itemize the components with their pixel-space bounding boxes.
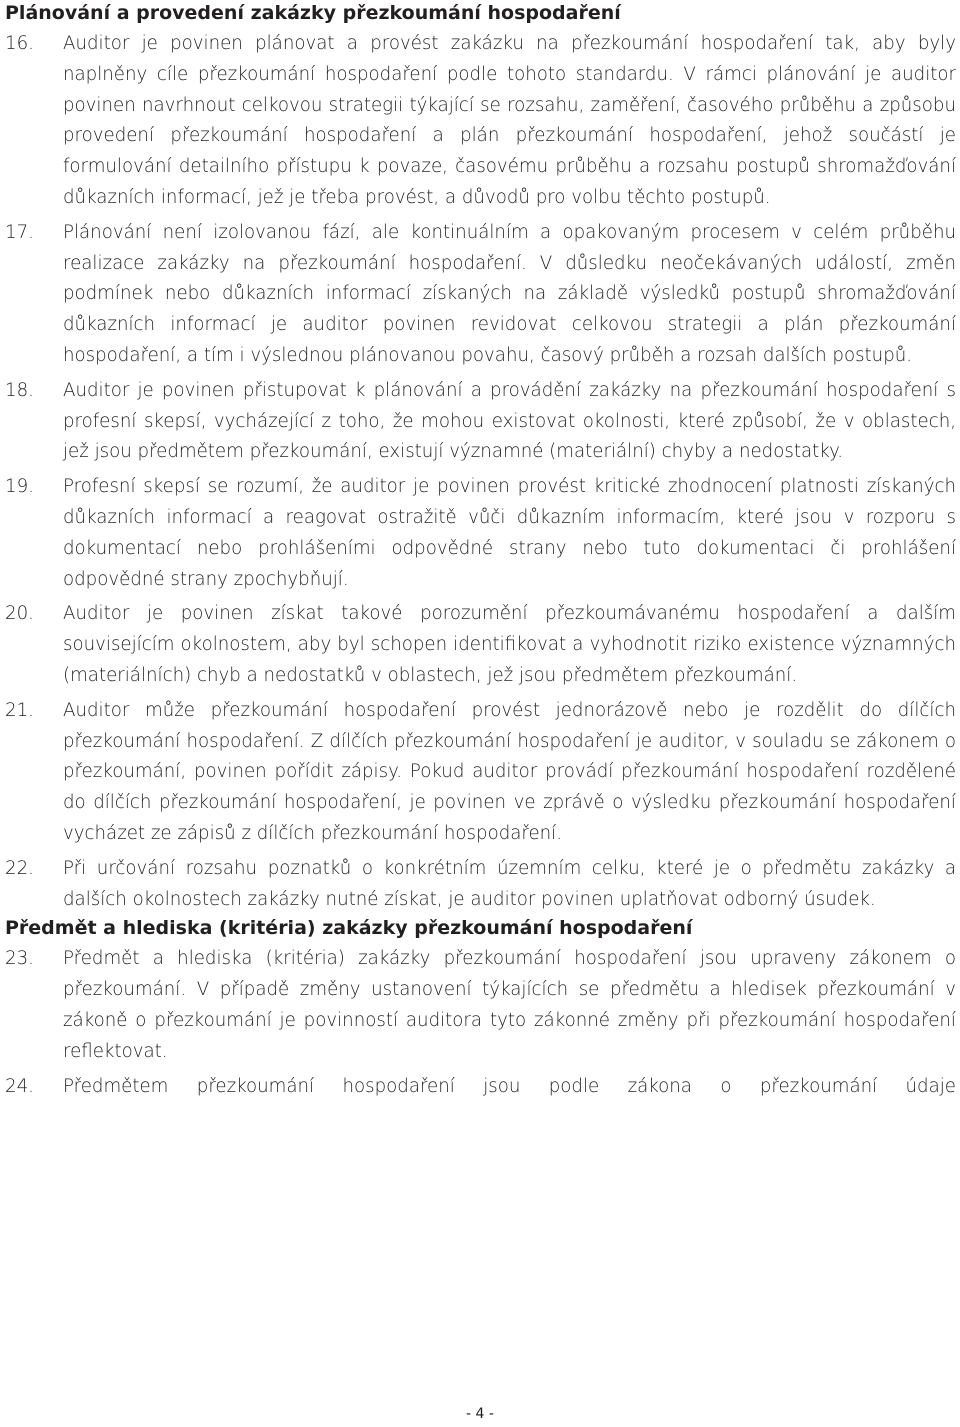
- page-number: - 4 -: [466, 1406, 494, 1422]
- paragraph-text: Předmět a hlediska (kritéria) zakázky přezkoumání hospodaření jsou upraveny zákonem o přezkoumání. V případě změny ustanovení týkajících se předmětu a hledisek přezkoumání v zákoně o přezkoumání je povinností auditora tyto zákonné změny při přezkoumání hospodaření reflektovat.: [63, 948, 956, 1062]
- paragraph-text: Auditor je povinen plánovat a provést zakázku na přezkoumání hospodaření tak, aby byly naplněny cíle přezkoumání hospodaření podle tohoto standardu. V rámci plánování je auditor povinen navrhnout celkovou strategii týkající se rozsahu, zaměření, časového průběhu a způsobu provedení přezkoumání hospodaření a plán přezkoumání hospodaření, jehož součástí je formulování detailního přístupu k povaze, časovému průběhu a rozsahu postupů shromažďování důkazních informací, jež je třeba provést, a důvodů pro volbu těchto postupů.: [63, 33, 956, 208]
- paragraph-number: 18.: [5, 379, 34, 401]
- paragraph-text: Předmětem přezkoumání hospodaření jsou podle zákona o přezkoumání údaje: [63, 1075, 956, 1097]
- section-heading-subject-criteria: Předmět a hlediska (kritéria) zakázky přezkoumání hospodaření: [5, 917, 693, 940]
- paragraph-text: Auditor je povinen získat takové porozumění přezkoumávanému hospodaření a dalším souvisejícím okolnostem, aby byl schopen identifikovat a vyhodnotit riziko existence významných (materiálních) chyb a nedostatků v oblastech, jež jsou předmětem přezkoumání.: [63, 603, 956, 686]
- paragraph-text: Profesní skepsí se rozumí, že auditor je povinen provést kritické zhodnocení platnosti získaných důkazních informací a reagovat ostražitě vůči důkazním informacím, které jsou v rozporu s dokumentací nebo prohlášeními odpovědné strany nebo tuto dokumentaci či prohlášení odpovědné strany zpochybňují.: [63, 476, 956, 590]
- paragraph-number: 21.: [5, 699, 34, 721]
- paragraph-20: [5, 599, 956, 691]
- paragraph-number: 23.: [5, 948, 34, 970]
- paragraph-text: Při určování rozsahu poznatků o konkrétním územním celku, které je o předmětu zakázky a dalších okolnostech zakázky nutné získat, je auditor povinen uplatňovat odborný úsudek.: [63, 857, 956, 910]
- paragraph-number: 24.: [5, 1075, 34, 1097]
- paragraph-list-subject-criteria: [5, 944, 956, 1102]
- paragraph-23: [5, 944, 956, 1067]
- section-heading-planning: Plánování a provedení zakázky přezkoumání hospodaření: [5, 2, 621, 24]
- paragraph-18: [5, 376, 956, 468]
- paragraph-number: 17.: [5, 221, 34, 243]
- paragraph-17: [5, 218, 956, 372]
- paragraph-22: [5, 854, 956, 916]
- paragraph-text: Plánování není izolovanou fází, ale kontinuálním a opakovaným procesem v celém průběhu realizace zakázky na přezkoumání hospodaření. V důsledku neočekávaných událostí, změn podmínek nebo důkazních informací získaných na základě výsledků postupů shromažďování důkazních informací je auditor povinen revidovat celkovou strategii a plán přezkoumání hospodaření, a tím i výslednou plánovanou povahu, časový průběh a rozsah dalších postupů.: [63, 221, 956, 366]
- paragraph-19: [5, 472, 956, 595]
- paragraph-number: 19.: [5, 476, 34, 498]
- paragraph-list-planning: [5, 29, 956, 915]
- paragraph-number: 20.: [5, 603, 34, 625]
- paragraph-16: [5, 29, 956, 214]
- paragraph-24: [5, 1072, 956, 1103]
- paragraph-number: 22.: [5, 857, 34, 879]
- paragraph-text: Auditor může přezkoumání hospodaření provést jednorázově nebo je rozdělit do dílčích přezkoumání hospodaření. Z dílčích přezkoumání hospodaření je auditor, v souladu se zákonem o přezkoumání, povinen pořídit zápisy. Pokud auditor provádí přezkoumání hospodaření rozdělené do dílčích přezkoumání hospodaření, je povinen ve zprávě o výsledku přezkoumání hospodaření vycházet ze zápisů z dílčích přezkoumání hospodaření.: [63, 699, 956, 844]
- paragraph-21: [5, 696, 956, 850]
- paragraph-number: 16.: [5, 33, 34, 54]
- paragraph-text: Auditor je povinen přistupovat k plánování a provádění zakázky na přezkoumání hospodaření s profesní skepsí, vycházející z toho, že mohou existovat okolnosti, které způsobí, že v oblastech, jež jsou předmětem přezkoumání, existují významné (materiální) chyby a nedostatky.: [63, 379, 956, 463]
